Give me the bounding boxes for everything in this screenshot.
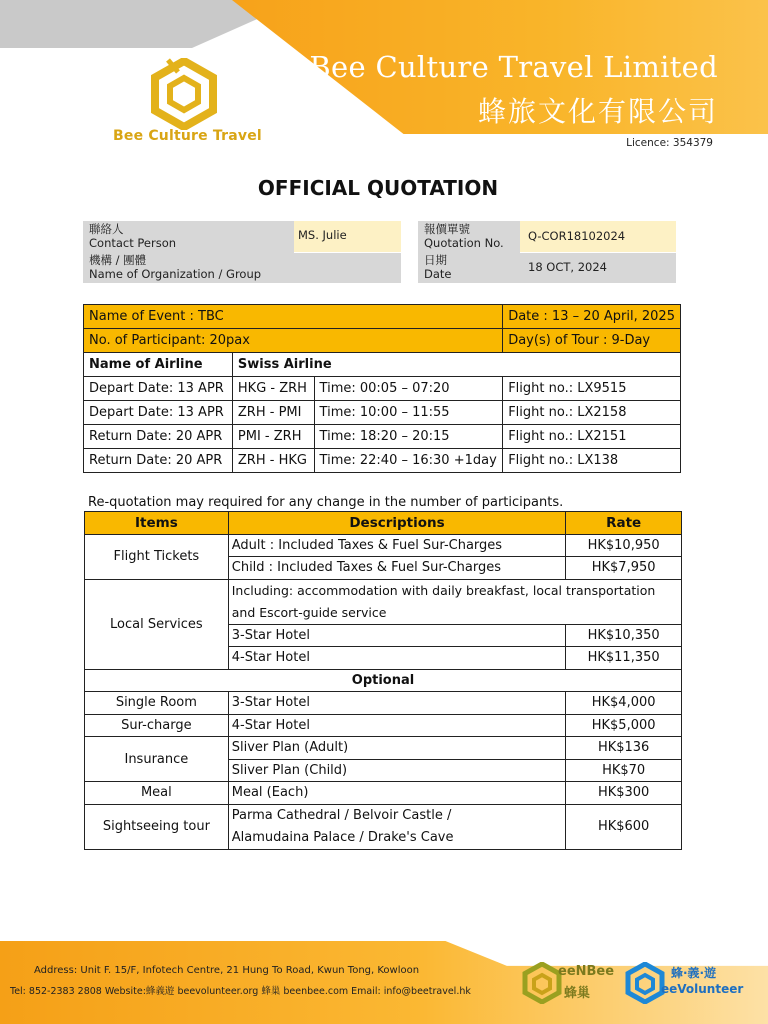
contact-label	[83, 221, 294, 253]
local-services-label: Local Services	[85, 579, 229, 669]
items-header: Items	[85, 512, 229, 535]
items-table	[84, 511, 682, 850]
flight-number: Flight no.: LX9515	[503, 377, 681, 401]
descriptions-header: Descriptions	[228, 512, 566, 535]
flight-number: Flight no.: LX2151	[503, 425, 681, 449]
tour-days: Day(s) of Tour : 9-Day	[503, 329, 681, 353]
quotation-label-en: Quotation No.	[424, 236, 504, 250]
items-header-row	[85, 512, 682, 535]
item-description	[228, 804, 566, 849]
date-value: 18 OCT, 2024	[520, 253, 676, 283]
footer-contact: Tel: 852-2383 2808 Website:蜂義遊 beevolunteer.org 蜂巢 beenbee.com Email: info@beetravel.hk	[10, 986, 471, 997]
flight-row	[84, 425, 681, 449]
flight-date: Return Date: 20 APR	[84, 425, 233, 449]
item-description: 3-Star Hotel	[228, 624, 566, 647]
flight-time: Time: 18:20 – 20:15	[314, 425, 503, 449]
beevolunteer-text-zh: 蜂·義·遊	[671, 966, 717, 980]
event-flight-table	[83, 304, 681, 473]
item-rate: HK$7,950	[566, 557, 682, 580]
beevolunteer-logo	[625, 962, 755, 1006]
item-rate: HK$4,000	[566, 692, 682, 715]
local-services-including: Including: accommodation with daily breakfast, local transportation and Escort-guide service	[228, 579, 681, 624]
flight-date: Depart Date: 13 APR	[84, 377, 233, 401]
airline-row	[84, 353, 681, 377]
date-label-en: Date	[424, 267, 452, 281]
item-rate: HK$5,000	[566, 714, 682, 737]
flight-number: Flight no.: LX2158	[503, 401, 681, 425]
airline-label: Name of Airline	[84, 353, 233, 377]
event-row-2	[84, 329, 681, 353]
item-rate: HK$70	[566, 759, 682, 782]
flight-route: HKG - ZRH	[232, 377, 314, 401]
footer-address: Address: Unit F. 15/F, Infotech Centre, 21 Hung To Road, Kwun Tong, Kowloon	[34, 965, 420, 976]
optional-row	[85, 669, 682, 692]
item-description: 3-Star Hotel	[228, 692, 566, 715]
bee-culture-logo-icon	[148, 58, 220, 130]
table-row	[85, 534, 682, 557]
date-label-zh: 日期	[424, 253, 447, 267]
item-description: Sliver Plan (Child)	[228, 759, 566, 782]
single-room-label-1: Single Room	[85, 692, 229, 715]
table-row	[85, 714, 682, 737]
meal-label: Meal	[85, 782, 229, 805]
contact-label-zh: 聯絡人	[89, 222, 124, 236]
company-name-zh: 蜂旅文化有限公司	[477, 95, 718, 128]
rate-header: Rate	[566, 512, 682, 535]
flight-route: ZRH - HKG	[232, 449, 314, 473]
event-date: Date : 13 – 20 April, 2025	[503, 305, 681, 329]
flight-row	[84, 401, 681, 425]
event-name: Name of Event : TBC	[84, 305, 503, 329]
airline-value: Swiss Airline	[232, 353, 680, 377]
flight-row	[84, 377, 681, 401]
flight-time: Time: 00:05 – 07:20	[314, 377, 503, 401]
org-label-en: Name of Organization / Group	[89, 267, 262, 281]
org-label-zh: 機構 / 團體	[89, 253, 147, 267]
quotation-number: Q-COR18102024	[520, 221, 676, 252]
event-row-1	[84, 305, 681, 329]
org-label	[83, 253, 294, 283]
beenbee-text-zh: 蜂巢	[564, 986, 591, 1001]
flight-route: ZRH - PMI	[232, 401, 314, 425]
table-row	[85, 737, 682, 760]
single-room-label-2: Sur-charge	[85, 714, 229, 737]
flight-time: Time: 10:00 – 11:55	[314, 401, 503, 425]
insurance-label: Insurance	[85, 737, 229, 782]
item-rate: HK$10,350	[566, 624, 682, 647]
participants: No. of Participant: 20pax	[84, 329, 503, 353]
item-rate: HK$300	[566, 782, 682, 805]
quotation-label	[418, 221, 520, 253]
flight-route: PMI - ZRH	[232, 425, 314, 449]
flight-row	[84, 449, 681, 473]
org-value	[294, 253, 401, 283]
table-row	[85, 692, 682, 715]
sightseeing-label: Sightseeing tour	[85, 804, 229, 849]
item-description: 4-Star Hotel	[228, 714, 566, 737]
item-description: Sliver Plan (Adult)	[228, 737, 566, 760]
flight-tickets-label: Flight Tickets	[85, 534, 229, 579]
sightseeing-desc-2: Alamudaina Palace / Drake's Cave	[231, 829, 454, 845]
item-rate: HK$600	[566, 804, 682, 849]
beevolunteer-text-en: eeVolunteer	[661, 982, 744, 996]
optional-label: Optional	[85, 669, 682, 692]
flight-date: Depart Date: 13 APR	[84, 401, 233, 425]
item-rate: HK$10,950	[566, 534, 682, 557]
requotation-note: Re-quotation may required for any change in the number of participants.	[88, 495, 564, 510]
date-label	[418, 253, 520, 283]
quotation-label-zh: 報價單號	[424, 222, 470, 236]
item-rate: HK$11,350	[566, 647, 682, 670]
page-title: OFFICIAL QUOTATION	[257, 176, 499, 200]
logo-text: Bee Culture Travel	[113, 128, 262, 144]
flight-number: Flight no.: LX138	[503, 449, 681, 473]
table-row	[85, 579, 682, 624]
table-row	[85, 782, 682, 805]
beenbee-text-en: eeNBee	[558, 964, 615, 979]
contact-label-en: Contact Person	[89, 236, 177, 250]
item-rate: HK$136	[566, 737, 682, 760]
sightseeing-desc-1: Parma Cathedral / Belvoir Castle /	[231, 807, 452, 823]
licence-number: Licence: 354379	[626, 137, 713, 149]
item-description: Meal (Each)	[228, 782, 566, 805]
item-description: 4-Star Hotel	[228, 647, 566, 670]
flight-time: Time: 22:40 – 16:30 +1day	[314, 449, 503, 473]
beenbee-hexagon-icon	[522, 962, 562, 1004]
company-name-en: Bee Culture Travel Limited	[309, 50, 718, 84]
item-description: Adult : Included Taxes & Fuel Sur-Charges	[228, 534, 566, 557]
contact-value: MS. Julie	[294, 221, 401, 252]
beenbee-logo	[522, 962, 632, 1006]
item-description: Child : Included Taxes & Fuel Sur-Charges	[228, 557, 566, 580]
table-row	[85, 804, 682, 849]
beevolunteer-hexagon-icon	[625, 962, 665, 1004]
flight-date: Return Date: 20 APR	[84, 449, 233, 473]
